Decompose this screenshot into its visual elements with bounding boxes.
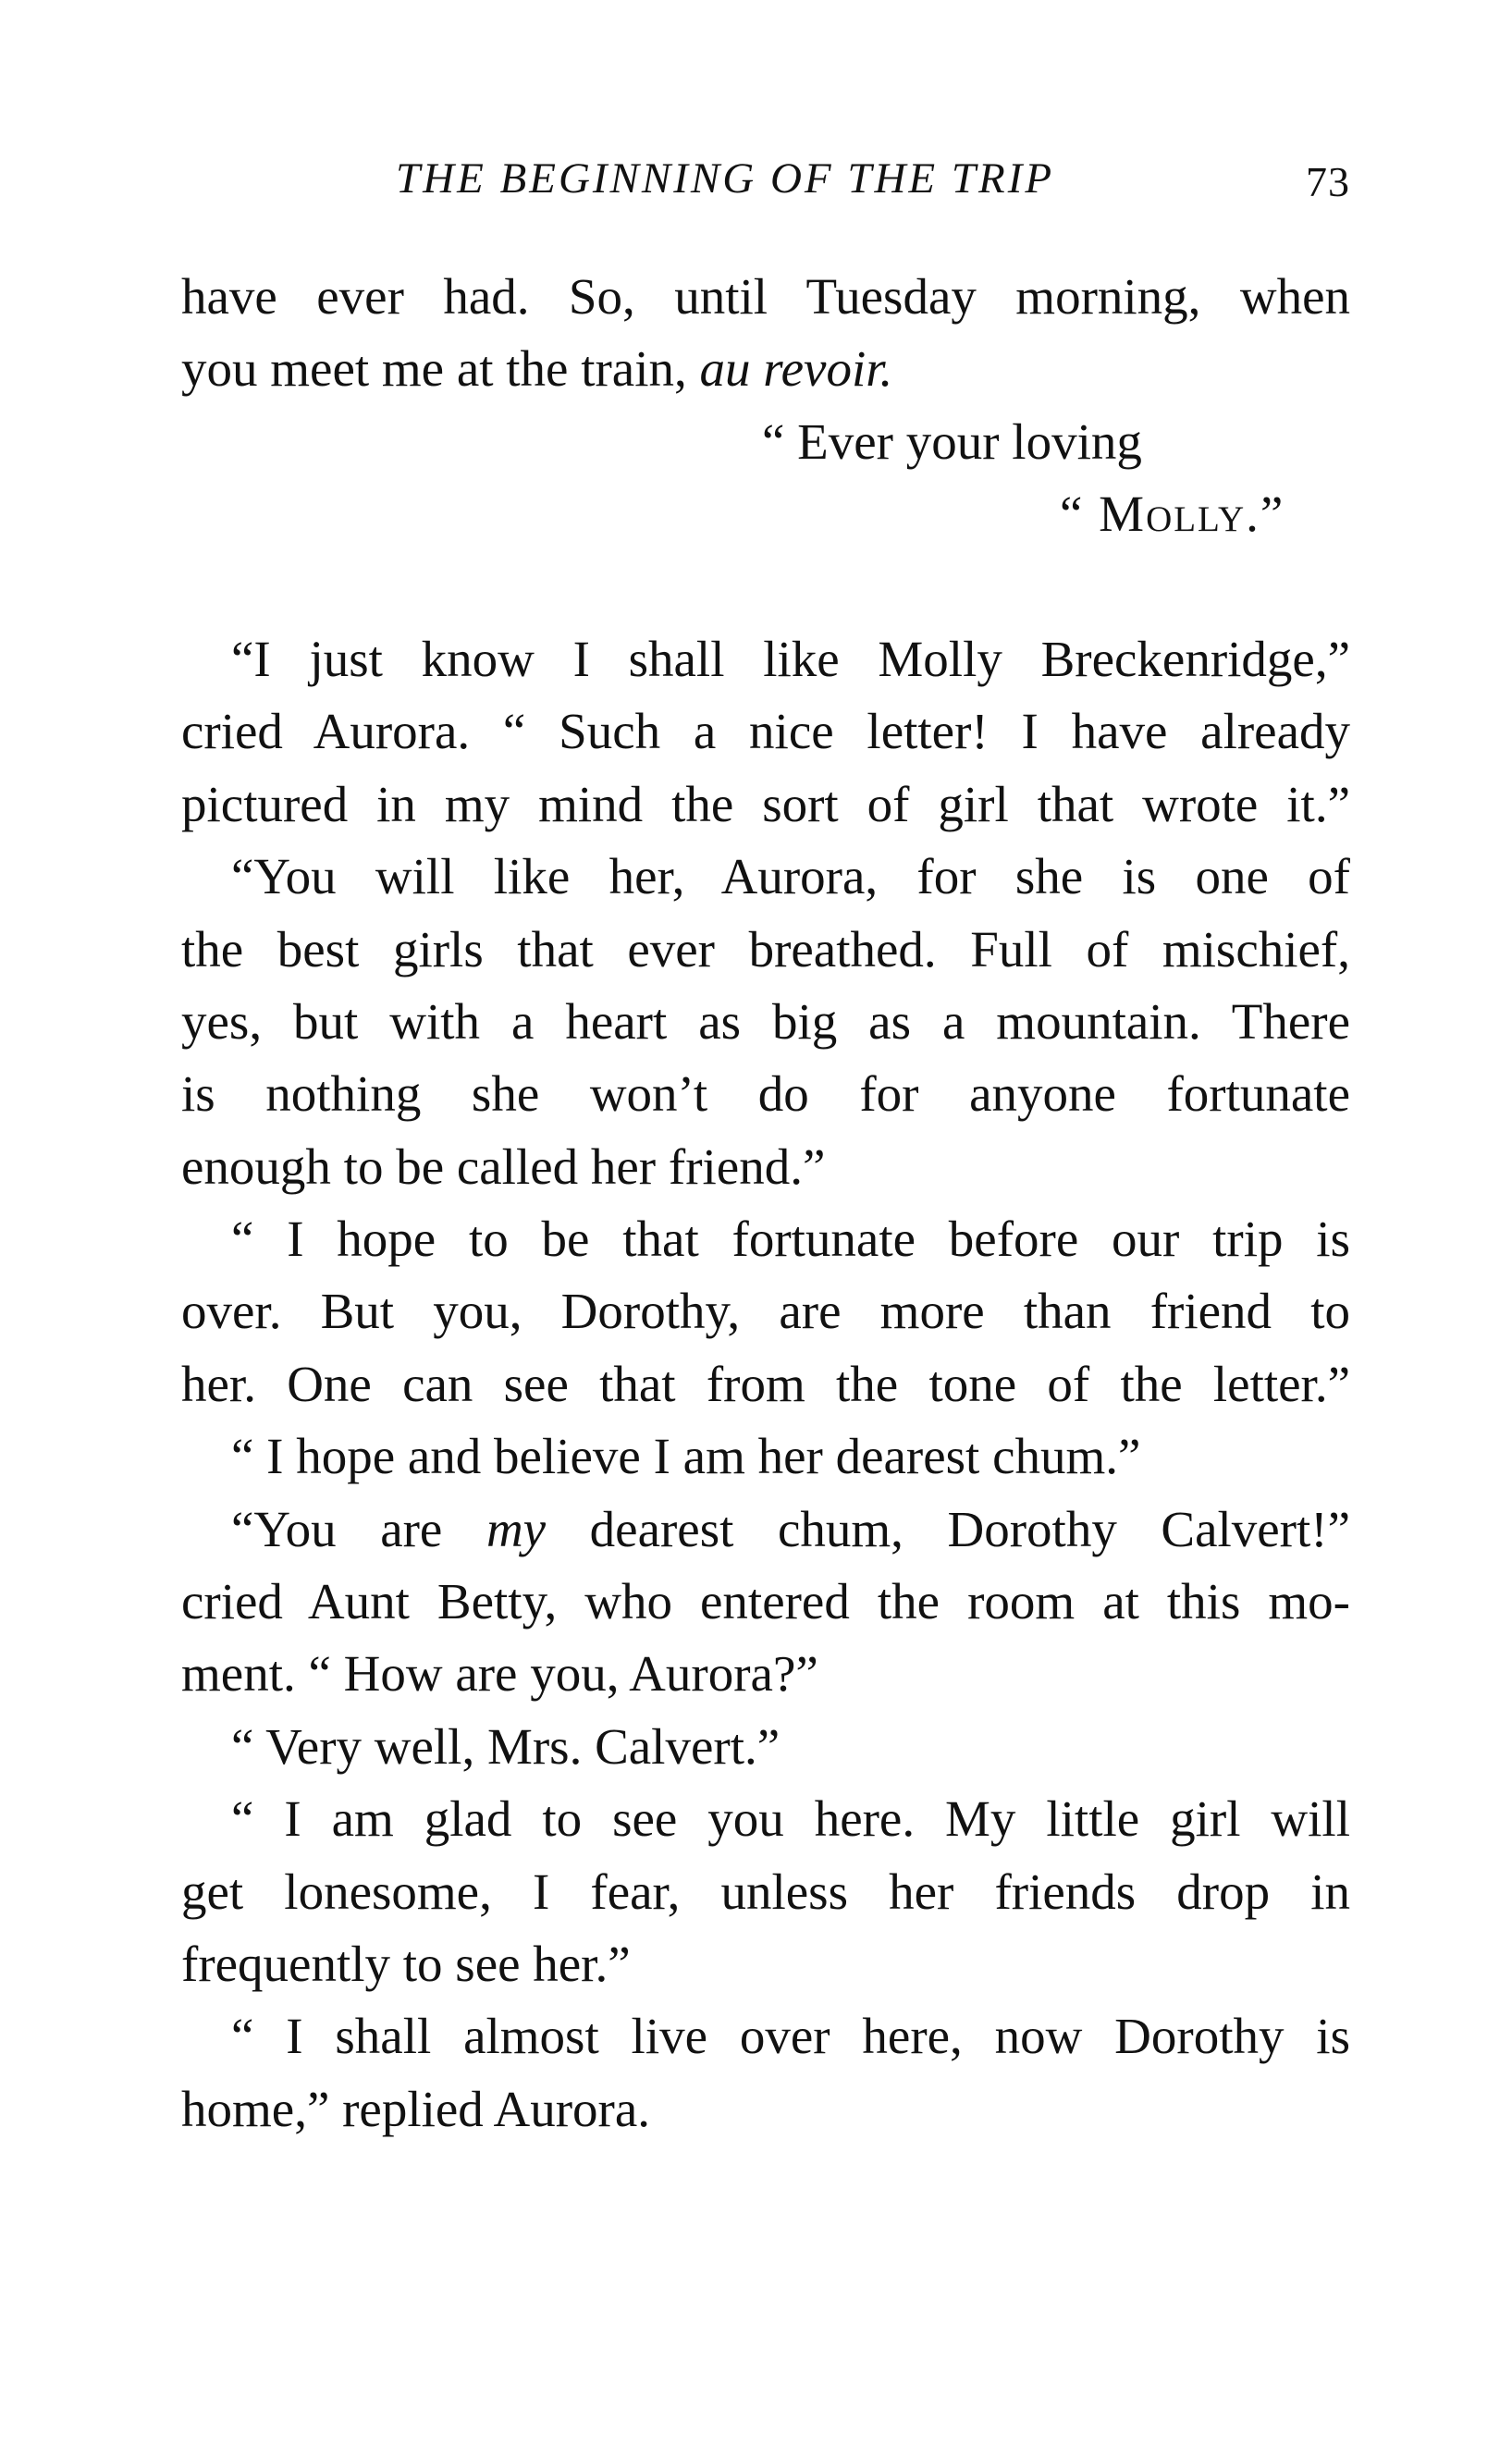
text-line: the best girls that ever breathed. Full of mischief, (181, 920, 1350, 978)
page-body (181, 261, 1350, 2146)
text-line: yes, but with a heart as big as a mountain. There (181, 992, 1350, 1050)
text-line: pictured in my mind the sort of girl that wrote it.” (181, 775, 1350, 832)
text-line: get lonesome, I fear, unless her friends drop in (181, 1863, 1350, 1920)
text-line: cried Aurora. “ Such a nice letter! I have already (181, 703, 1350, 760)
page-header (181, 148, 1350, 213)
signature-name: “ Molly.” (1060, 486, 1285, 543)
text-line: “ I am glad to see you here. My little girl will (231, 1790, 1350, 1848)
text-line: “ I hope and believe I am her dearest chum.” (231, 1428, 1141, 1485)
text-line: have ever had. So, until Tuesday morning, when (181, 268, 1350, 325)
text-line: is nothing she won’t do for anyone fortunate (181, 1065, 1350, 1123)
text-line: ment. “ How are you, Aurora?” (181, 1645, 818, 1703)
text-span: “You are (231, 1500, 486, 1557)
text-line: home,” replied Aurora. (181, 2080, 651, 2137)
text-line: “ I hope to be that fortunate before our trip is (231, 1211, 1350, 1268)
text-line: “ I shall almost live over here, now Dorothy is (231, 2008, 1350, 2065)
paragraph-gap (181, 551, 1350, 623)
text-line: “ Very well, Mrs. Calvert.” (231, 1717, 781, 1775)
text-line: “I just know I shall like Molly Breckenridge,” (231, 630, 1350, 687)
running-head: THE BEGINNING OF THE TRIP (396, 154, 1055, 203)
text-span: you meet me at the train, (181, 340, 700, 398)
text-line: cried Aunt Betty, who entered the room at this mo- (181, 1573, 1350, 1630)
text-line: her. One can see that from the tone of the letter.” (181, 1355, 1350, 1412)
text-line (181, 1494, 1350, 1566)
text-line: “You will like her, Aurora, for she is one of (231, 848, 1350, 905)
text-span: dearest chum, Dorothy Calvert!” (546, 1500, 1351, 1557)
text-line (181, 333, 1350, 405)
text-line: over. But you, Dorothy, are more than friend to (181, 1283, 1350, 1340)
italic-word: my (486, 1500, 547, 1557)
page-number: 73 (1306, 158, 1350, 205)
letter-closing: “ Ever your loving (762, 412, 1142, 470)
italic-phrase: au revoir. (699, 340, 893, 398)
text-line: enough to be called her friend.” (181, 1137, 826, 1195)
letter-signature (181, 478, 1350, 550)
text-line: frequently to see her.” (181, 1935, 631, 1992)
